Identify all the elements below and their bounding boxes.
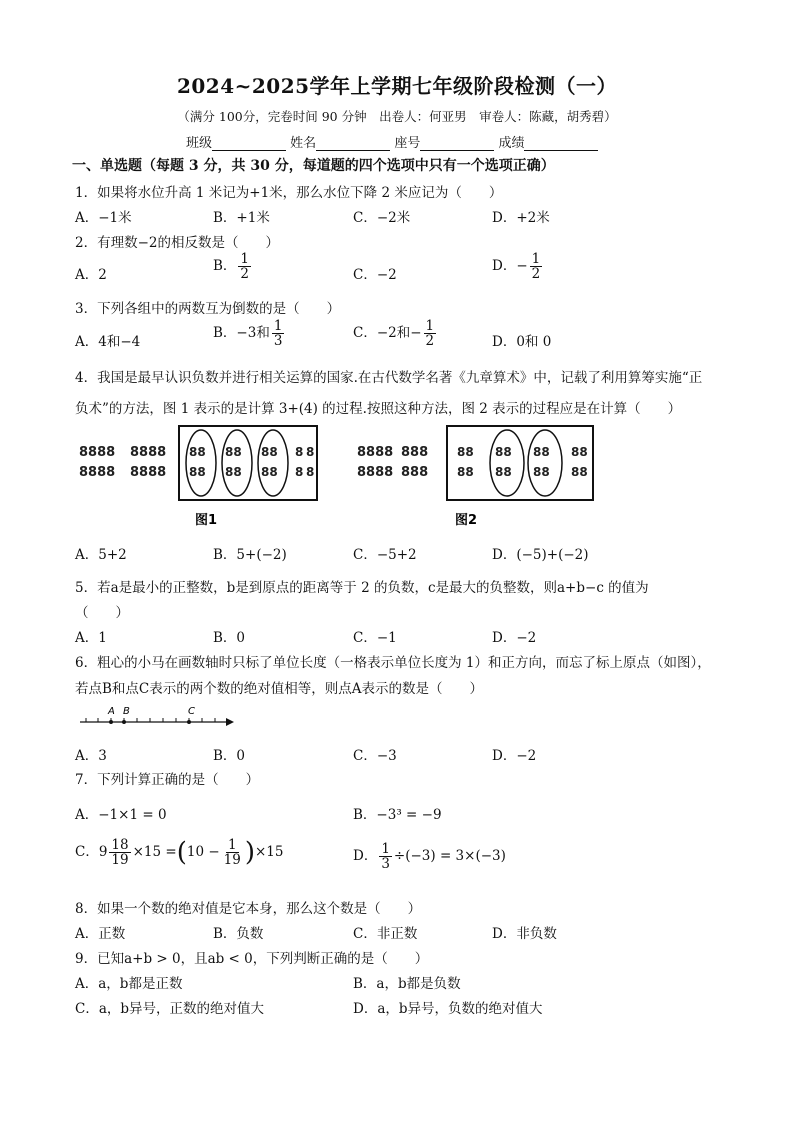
- q3-option-b-label: B．−3和: [213, 325, 270, 342]
- denominator: 2: [425, 333, 435, 350]
- label-a: A: [108, 706, 115, 717]
- q8-option-d[interactable]: D．非负数: [492, 926, 557, 942]
- q1-option-a[interactable]: A．−1米: [75, 210, 132, 226]
- q4-option-a[interactable]: A．5+2: [75, 547, 127, 563]
- figure-2-frame: [447, 426, 593, 500]
- class-label: 班级: [186, 136, 213, 151]
- svg-text:8888: 8888: [357, 445, 394, 460]
- svg-text:88: 88: [495, 465, 512, 479]
- page-title: 2024~2025学年上学期七年级阶段检测（一）: [176, 74, 618, 98]
- svg-text:8888: 8888: [130, 465, 167, 480]
- q4-option-c[interactable]: C．−5+2: [353, 547, 417, 563]
- question-4-stem-line1: 4．我国是最早认识负数并进行相关运算的国家.在古代数学名著《九章算术》中，记载了利用算筹实施“正: [75, 370, 703, 386]
- seat-blank[interactable]: [420, 136, 494, 151]
- label-b: B: [123, 706, 130, 717]
- question-3-stem: 3．下列各组中的两数互为倒数的是（ ）: [75, 301, 341, 317]
- question-5-stem-line2: （ ）: [75, 605, 129, 621]
- svg-text:8888: 8888: [357, 465, 394, 480]
- svg-text:88: 88: [261, 465, 278, 479]
- question-4-stem-line2: 负术”的方法，图 1 表示的是计算 3+(4) 的过程.按照这种方法，图 2 表示的过程应是在计算（ ）: [75, 401, 682, 417]
- svg-text:8: 8: [295, 465, 304, 479]
- q7-option-d[interactable]: [353, 842, 506, 871]
- q7-option-b[interactable]: B．−3³ = −9: [353, 807, 442, 823]
- section-heading: 一、单选题（每题 3 分，共 30 分，每道题的四个选项中只有一个选项正确）: [72, 158, 555, 174]
- figure-2-caption: 图2: [455, 513, 478, 528]
- student-info-row: [186, 132, 598, 151]
- figure-1-caption: 图1: [195, 513, 218, 528]
- svg-text:8: 8: [306, 465, 315, 479]
- name-blank[interactable]: [316, 136, 390, 151]
- question-7-stem: 7．下列计算正确的是（ ）: [75, 772, 260, 788]
- figure-1-frame: [179, 426, 317, 500]
- numerator: 1: [273, 318, 283, 334]
- name-label: 姓名: [290, 136, 317, 151]
- q6-option-d[interactable]: D．−2: [492, 748, 537, 764]
- svg-text:8888: 8888: [130, 445, 167, 460]
- q2-option-d[interactable]: [492, 252, 544, 281]
- fraction: [272, 319, 285, 348]
- svg-text:88: 88: [571, 445, 588, 459]
- svg-text:88: 88: [189, 465, 206, 479]
- label-c: C: [188, 706, 195, 717]
- svg-text:8888: 8888: [79, 465, 116, 480]
- fraction: [109, 838, 130, 867]
- fraction: [238, 252, 251, 281]
- figure-1-rods: [79, 426, 317, 528]
- numerator: 1: [227, 837, 237, 853]
- counting-rods-figure: [75, 424, 595, 534]
- svg-text:8: 8: [295, 445, 304, 459]
- q6-option-c[interactable]: C．−3: [353, 748, 397, 764]
- denominator: 19: [111, 852, 129, 869]
- denominator: 3: [381, 856, 390, 873]
- q8-option-b[interactable]: B．负数: [213, 926, 264, 942]
- q7-d-post: ÷(−3) = 3×(−3): [393, 848, 506, 865]
- question-6-stem-line2: 若点B和点C表示的两个数的绝对值相等，则点A表示的数是（ ）: [75, 681, 483, 697]
- q9-option-d[interactable]: D．a，b异号，负数的绝对值大: [353, 1001, 543, 1017]
- q4-option-b[interactable]: B．5+(−2): [213, 547, 287, 563]
- fraction: [222, 838, 243, 867]
- fraction: [424, 319, 437, 348]
- svg-text:88: 88: [533, 465, 550, 479]
- q6-option-a[interactable]: A．3: [75, 748, 107, 764]
- q2-option-a[interactable]: A．2: [75, 267, 107, 283]
- svg-text:88: 88: [225, 465, 242, 479]
- svg-text:88: 88: [457, 445, 474, 459]
- q3-option-a[interactable]: A．4和−4: [75, 334, 141, 350]
- svg-text:88: 88: [225, 445, 242, 459]
- q2-option-b[interactable]: [213, 252, 253, 281]
- numerator: 1: [240, 251, 250, 267]
- denominator: 2: [531, 266, 541, 283]
- q7-option-c[interactable]: C．9 $\frac{18}{19}$ ×15 =(10 − $\frac{1}{19}$ )×15: [75, 837, 284, 869]
- point-a: [109, 720, 113, 724]
- q1-option-b[interactable]: B．+1米: [213, 210, 270, 226]
- q9-option-b[interactable]: B．a，b都是负数: [353, 976, 461, 992]
- q7-c-label: C．9: [75, 844, 108, 861]
- arrow-icon: [226, 718, 234, 726]
- point-c: [187, 720, 191, 724]
- q1-option-d[interactable]: D．+2米: [492, 210, 550, 226]
- q5-option-a[interactable]: A．1: [75, 630, 107, 646]
- question-5-stem-line1: 5．若a是最小的正整数，b是到原点的距离等于 2 的负数，c是最大的负整数，则a+b−c 的值为: [75, 580, 649, 596]
- q5-option-b[interactable]: B．0: [213, 630, 246, 646]
- svg-text:88: 88: [571, 465, 588, 479]
- q3-option-d[interactable]: D．0和 0: [492, 334, 552, 350]
- fraction: [530, 252, 543, 281]
- q5-option-d[interactable]: D．−2: [492, 630, 537, 646]
- class-blank[interactable]: [212, 136, 286, 151]
- q3-option-c[interactable]: [353, 319, 438, 348]
- svg-text:88: 88: [495, 445, 512, 459]
- number-line-figure: [78, 702, 238, 732]
- numerator: 1: [531, 251, 541, 267]
- seat-label: 座号: [394, 136, 421, 151]
- denominator: 2: [240, 266, 250, 283]
- score-label: 成绩: [498, 136, 525, 151]
- numerator: 18: [111, 837, 129, 853]
- denominator: 3: [273, 333, 283, 350]
- q7-d-label: D．: [353, 848, 378, 865]
- q7-option-a[interactable]: A．−1×1 = 0: [75, 807, 167, 823]
- question-9-stem: 9．已知a+b > 0，且ab < 0，下列判断正确的是（ ）: [75, 951, 429, 967]
- q2-option-c[interactable]: C．−2: [353, 267, 397, 283]
- question-1-stem: 1．如果将水位升高 1 米记为+1米，那么水位下降 2 米应记为（ ）: [75, 185, 503, 201]
- q4-option-d[interactable]: D．(−5)+(−2): [492, 547, 589, 563]
- svg-text:88: 88: [533, 445, 550, 459]
- svg-text:8888: 8888: [79, 445, 116, 460]
- q2-option-d-label: D．−: [492, 258, 528, 275]
- svg-text:8: 8: [306, 445, 315, 459]
- q6-option-b[interactable]: B．0: [213, 748, 246, 764]
- q2-option-b-label: B．: [213, 258, 237, 275]
- q7-c-inner: 10 −: [186, 844, 220, 861]
- exam-subtitle: （满分 100分，完卷时间 90 分钟 出卷人：何亚男 审卷人：陈藏，胡秀碧）: [177, 109, 617, 124]
- q3-option-b[interactable]: [213, 319, 286, 348]
- score-blank[interactable]: [524, 136, 598, 151]
- numerator: 1: [381, 841, 390, 857]
- q8-option-a[interactable]: A．正数: [75, 926, 126, 942]
- point-b: [122, 720, 126, 724]
- q5-option-c[interactable]: C．−1: [353, 630, 397, 646]
- numerator: 1: [425, 318, 435, 334]
- fraction: [379, 842, 392, 871]
- question-2-stem: 2．有理数−2的相反数是（ ）: [75, 235, 279, 251]
- svg-text:88: 88: [189, 445, 206, 459]
- question-8-stem: 8．如果一个数的绝对值是它本身，那么这个数是（ ）: [75, 901, 422, 917]
- q3-option-c-label: C．−2和−: [353, 325, 422, 342]
- question-6-stem-line1: 6．粗心的小马在画数轴时只标了单位长度（一格表示单位长度为 1）和正方向，而忘了标上原点（如图），: [75, 655, 711, 671]
- q7-c-post: ×15: [254, 844, 284, 861]
- q1-option-c[interactable]: C．−2米: [353, 210, 411, 226]
- svg-text:888: 888: [401, 445, 429, 460]
- q9-option-c[interactable]: C．a，b异号，正数的绝对值大: [75, 1001, 265, 1017]
- q9-option-a[interactable]: A．a，b都是正数: [75, 976, 183, 992]
- svg-text:888: 888: [401, 465, 429, 480]
- denominator: 19: [223, 852, 241, 869]
- q8-option-c[interactable]: C．非正数: [353, 926, 418, 942]
- svg-text:88: 88: [457, 465, 474, 479]
- q7-c-mid: ×15 =: [132, 844, 177, 861]
- figure-2-rods: [357, 426, 593, 528]
- svg-text:88: 88: [261, 445, 278, 459]
